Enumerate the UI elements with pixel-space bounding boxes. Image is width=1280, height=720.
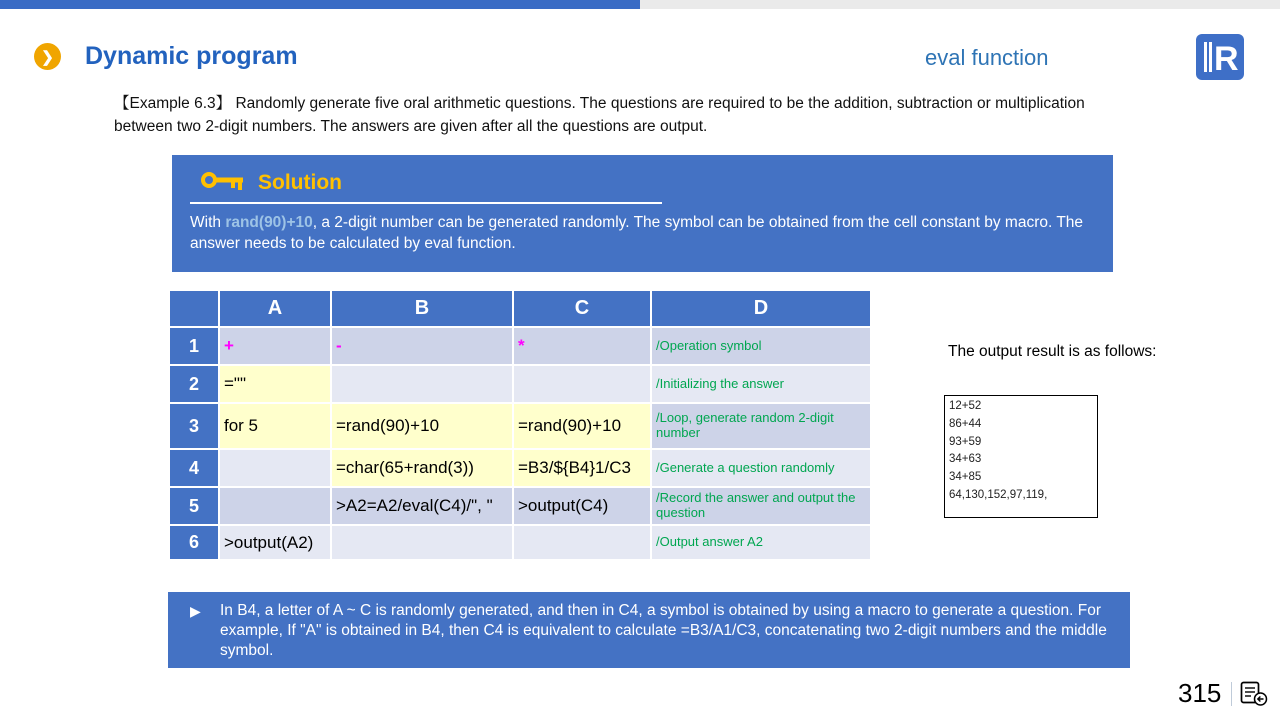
- cell-d1: /Operation symbol: [652, 328, 870, 364]
- row-number: 4: [170, 450, 218, 486]
- cell-c3: =rand(90)+10: [514, 404, 650, 448]
- cell-d5: /Record the answer and output the question: [652, 488, 870, 524]
- row-number: 3: [170, 404, 218, 448]
- svg-text:R: R: [1214, 40, 1239, 78]
- table-row: [170, 450, 870, 486]
- solution-body-prefix: With: [190, 214, 226, 231]
- cell-b6: [332, 526, 512, 559]
- output-caption: The output result is as follows:: [948, 343, 1157, 360]
- cell-a4: [220, 450, 330, 486]
- cell-b3: =rand(90)+10: [332, 404, 512, 448]
- cell-c5: >output(C4): [514, 488, 650, 524]
- cell-a2: ="": [220, 366, 330, 402]
- top-accent-bar-gray: [640, 0, 1280, 9]
- table-row: [170, 526, 870, 559]
- return-to-contents-icon[interactable]: [1240, 681, 1268, 712]
- output-line: 34+85: [949, 471, 982, 484]
- corner-header-cell: [170, 291, 218, 326]
- cell-a5: [220, 488, 330, 524]
- cell-a3: for 5: [220, 404, 330, 448]
- cell-d3: /Loop, generate random 2-digit number: [652, 404, 870, 448]
- cell-b4: =char(65+rand(3)): [332, 450, 512, 486]
- cell-c6: [514, 526, 650, 559]
- table-header-row: [170, 291, 870, 326]
- cell-d2: /Initializing the answer: [652, 366, 870, 402]
- row-number: 2: [170, 366, 218, 402]
- chevron-right-circle-icon: ❯: [34, 43, 61, 70]
- table-row: [170, 328, 870, 364]
- table-row: [170, 404, 870, 448]
- column-header-c: C: [514, 291, 650, 326]
- output-line: 34+63: [949, 453, 982, 466]
- solution-title: Solution: [258, 170, 342, 194]
- row-number: 5: [170, 488, 218, 524]
- solution-body-suffix: , a 2-digit number can be generated randomly. The symbol can be obtained from the cell constant by macro. The answer needs to be calculated by eval function.: [190, 214, 1084, 252]
- footer-separator: [1231, 682, 1232, 706]
- cell-b2: [332, 366, 512, 402]
- note-box: [168, 592, 1130, 668]
- page-subtitle: eval function: [925, 45, 1049, 70]
- spreadsheet-table: [168, 289, 872, 561]
- cell-a6: >output(A2): [220, 526, 330, 559]
- output-line: 93+59: [949, 435, 982, 448]
- column-header-d: D: [652, 291, 870, 326]
- note-text: In B4, a letter of A ~ C is randomly generated, and then in C4, a symbol is obtained by using a macro to generate a question. For example, If "A" is obtained in B4, then C4 is equivalent to calculate =B3/A1/C3, concatenating two 2-digit numbers and the middle symbol.: [220, 602, 1107, 659]
- output-line: 64,130,152,97,119,: [949, 489, 1048, 502]
- output-line: 12+52: [949, 400, 982, 412]
- example-paragraph: 【Example 6.3】 Randomly generate five oral arithmetic questions. The questions are required to be the addition, subtraction or multiplication between two 2-digit numbers. The answers are given after all the questions are output.: [114, 95, 1085, 136]
- column-header-a: A: [220, 291, 330, 326]
- r-book-logo: [1196, 34, 1244, 85]
- column-header-b: B: [332, 291, 512, 326]
- page-title: Dynamic program: [85, 42, 298, 70]
- cell-c2: [514, 366, 650, 402]
- output-result-box: [944, 395, 1098, 518]
- cell-c4: =B3/${B4}1/C3: [514, 450, 650, 486]
- solution-body-highlight: rand(90)+10: [225, 214, 313, 231]
- solution-body: [190, 213, 1095, 254]
- key-icon: [200, 167, 246, 198]
- output-line: 86+44: [949, 417, 982, 430]
- top-accent-bar-blue: [0, 0, 640, 9]
- page-number: 315: [1178, 678, 1222, 708]
- cell-a1: +: [220, 328, 330, 364]
- table-row: [170, 488, 870, 524]
- row-number: 6: [170, 526, 218, 559]
- solution-underline: [190, 202, 662, 204]
- solution-box: [172, 155, 1113, 272]
- cell-b1: -: [332, 328, 512, 364]
- row-number: 1: [170, 328, 218, 364]
- cell-d6: /Output answer A2: [652, 526, 870, 559]
- cell-d4: /Generate a question randomly: [652, 450, 870, 486]
- play-triangle-icon: ▶: [190, 603, 201, 619]
- cell-c1: *: [514, 328, 650, 364]
- cell-b5: >A2=A2/eval(C4)/", ": [332, 488, 512, 524]
- table-row: [170, 366, 870, 402]
